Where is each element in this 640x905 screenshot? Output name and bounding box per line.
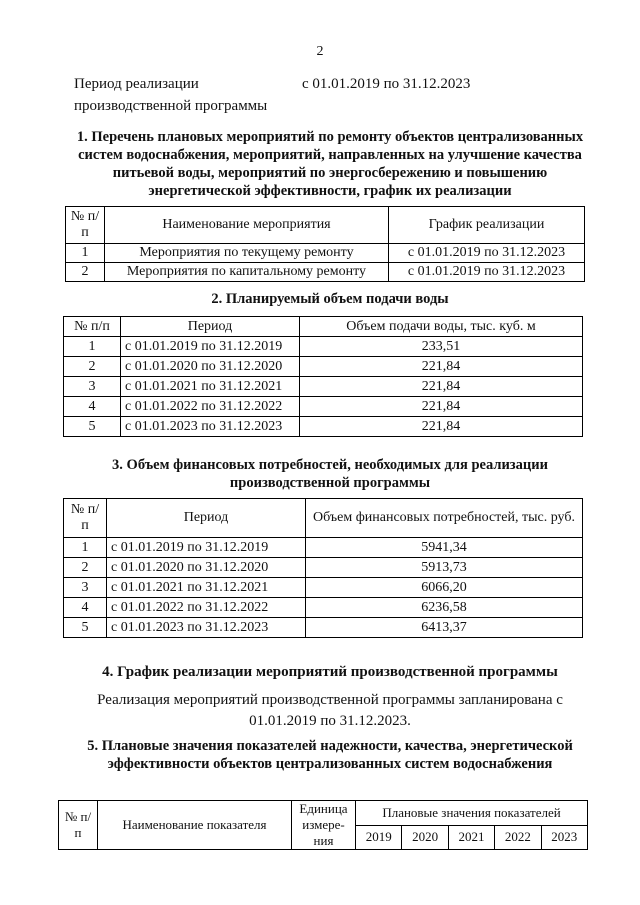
cell-period: с 01.01.2019 по 31.12.2019	[121, 337, 300, 357]
header-schedule: График реализации	[389, 207, 585, 244]
table-row	[64, 417, 583, 437]
table-row	[64, 578, 583, 598]
cell-period: с 01.01.2022 по 31.12.2022	[107, 598, 306, 618]
header-amount: Объем финансовых потребностей, тыс. руб.	[306, 499, 583, 538]
table-row	[64, 598, 583, 618]
cell-name: Мероприятия по текущему ремонту	[105, 244, 389, 263]
cell-period: с 01.01.2022 по 31.12.2022	[121, 397, 300, 417]
header-num: № п/п	[66, 207, 105, 244]
cell-num: 4	[64, 397, 121, 417]
section5-table	[58, 800, 588, 850]
cell-num: 3	[64, 377, 121, 397]
section4-heading: 4. График реализации мероприятий производственной программы	[102, 664, 558, 680]
section3-heading: 3. Объем финансовых потребностей, необходимых для реализации производственной программы	[112, 457, 548, 491]
header-year: 2020	[402, 825, 448, 850]
section2-heading: 2. Планируемый объем подачи воды	[211, 291, 449, 307]
table-row	[66, 263, 585, 282]
table-row	[64, 337, 583, 357]
table-header-row	[66, 207, 585, 244]
cell-num: 1	[66, 244, 105, 263]
header-year: 2022	[495, 825, 541, 850]
cell-period: с 01.01.2019 по 31.12.2019	[107, 538, 306, 558]
table-header-row	[59, 801, 588, 826]
header-volume: Объем подачи воды, тыс. куб. м	[300, 317, 583, 337]
cell-value: 5941,34	[306, 538, 583, 558]
header-name: Наименование показателя	[98, 801, 292, 850]
table-row	[64, 397, 583, 417]
header-year: 2019	[356, 825, 402, 850]
section3-table	[63, 498, 583, 638]
section4-paragraph: Реализация мероприятий производственной программы запланирована с 01.01.2019 по 31.12.2023.	[97, 692, 563, 729]
header-period: Период	[121, 317, 300, 337]
page-number: 2	[316, 44, 324, 59]
section2-table	[63, 316, 583, 437]
cell-value: 221,84	[300, 357, 583, 377]
cell-period: с 01.01.2021 по 31.12.2021	[121, 377, 300, 397]
header-planned: Плановые значения показателей	[356, 801, 588, 826]
section1-heading: 1. Перечень плановых мероприятий по ремонту объектов централизованных систем водоснабжения, мероприятий, направленных на улучшение качества питьевой воды, мероприятий по энергосбережению и повышению энергетической эффективности, график их реализации	[76, 129, 584, 199]
header-num: № п/п	[59, 801, 98, 850]
header-year: 2023	[541, 825, 587, 850]
cell-value: 221,84	[300, 417, 583, 437]
cell-value: 233,51	[300, 337, 583, 357]
period-label-line1: Период реализации	[74, 76, 199, 92]
period-value: с 01.01.2019 по 31.12.2023	[302, 76, 471, 92]
table-row	[64, 357, 583, 377]
cell-num: 1	[64, 337, 121, 357]
header-name: Наименование мероприятия	[105, 207, 389, 244]
table-row	[64, 538, 583, 558]
table-header-row	[64, 499, 583, 538]
table-row	[64, 558, 583, 578]
cell-period: с 01.01.2021 по 31.12.2021	[107, 578, 306, 598]
period-label-line2: производственной программы	[74, 98, 268, 114]
header-num: № п/п	[64, 317, 121, 337]
section5-heading: 5. Плановые значения показателей надежности, качества, энергетической эффективности объектов централизованных систем водоснабжения	[87, 738, 573, 772]
header-num: № п/п	[64, 499, 107, 538]
header-year: 2021	[448, 825, 494, 850]
table-row	[64, 377, 583, 397]
cell-num: 2	[64, 357, 121, 377]
section1-table	[65, 206, 585, 282]
cell-num: 5	[64, 618, 107, 638]
cell-name: Мероприятия по капитальному ремонту	[105, 263, 389, 282]
table-header-row	[64, 317, 583, 337]
cell-value: 6066,20	[306, 578, 583, 598]
cell-num: 2	[66, 263, 105, 282]
cell-value: 221,84	[300, 377, 583, 397]
period-label	[74, 73, 267, 117]
cell-value: 6236,58	[306, 598, 583, 618]
header-period: Период	[107, 499, 306, 538]
cell-num: 3	[64, 578, 107, 598]
cell-schedule: с 01.01.2019 по 31.12.2023	[389, 244, 585, 263]
header-unit: Единица измере-ния	[292, 801, 356, 850]
cell-num: 1	[64, 538, 107, 558]
cell-num: 4	[64, 598, 107, 618]
cell-value: 6413,37	[306, 618, 583, 638]
cell-period: с 01.01.2020 по 31.12.2020	[121, 357, 300, 377]
cell-value: 221,84	[300, 397, 583, 417]
cell-num: 2	[64, 558, 107, 578]
cell-period: с 01.01.2023 по 31.12.2023	[121, 417, 300, 437]
table-row	[64, 618, 583, 638]
cell-schedule: с 01.01.2019 по 31.12.2023	[389, 263, 585, 282]
cell-value: 5913,73	[306, 558, 583, 578]
cell-period: с 01.01.2020 по 31.12.2020	[107, 558, 306, 578]
table-row	[66, 244, 585, 263]
cell-period: с 01.01.2023 по 31.12.2023	[107, 618, 306, 638]
cell-num: 5	[64, 417, 121, 437]
